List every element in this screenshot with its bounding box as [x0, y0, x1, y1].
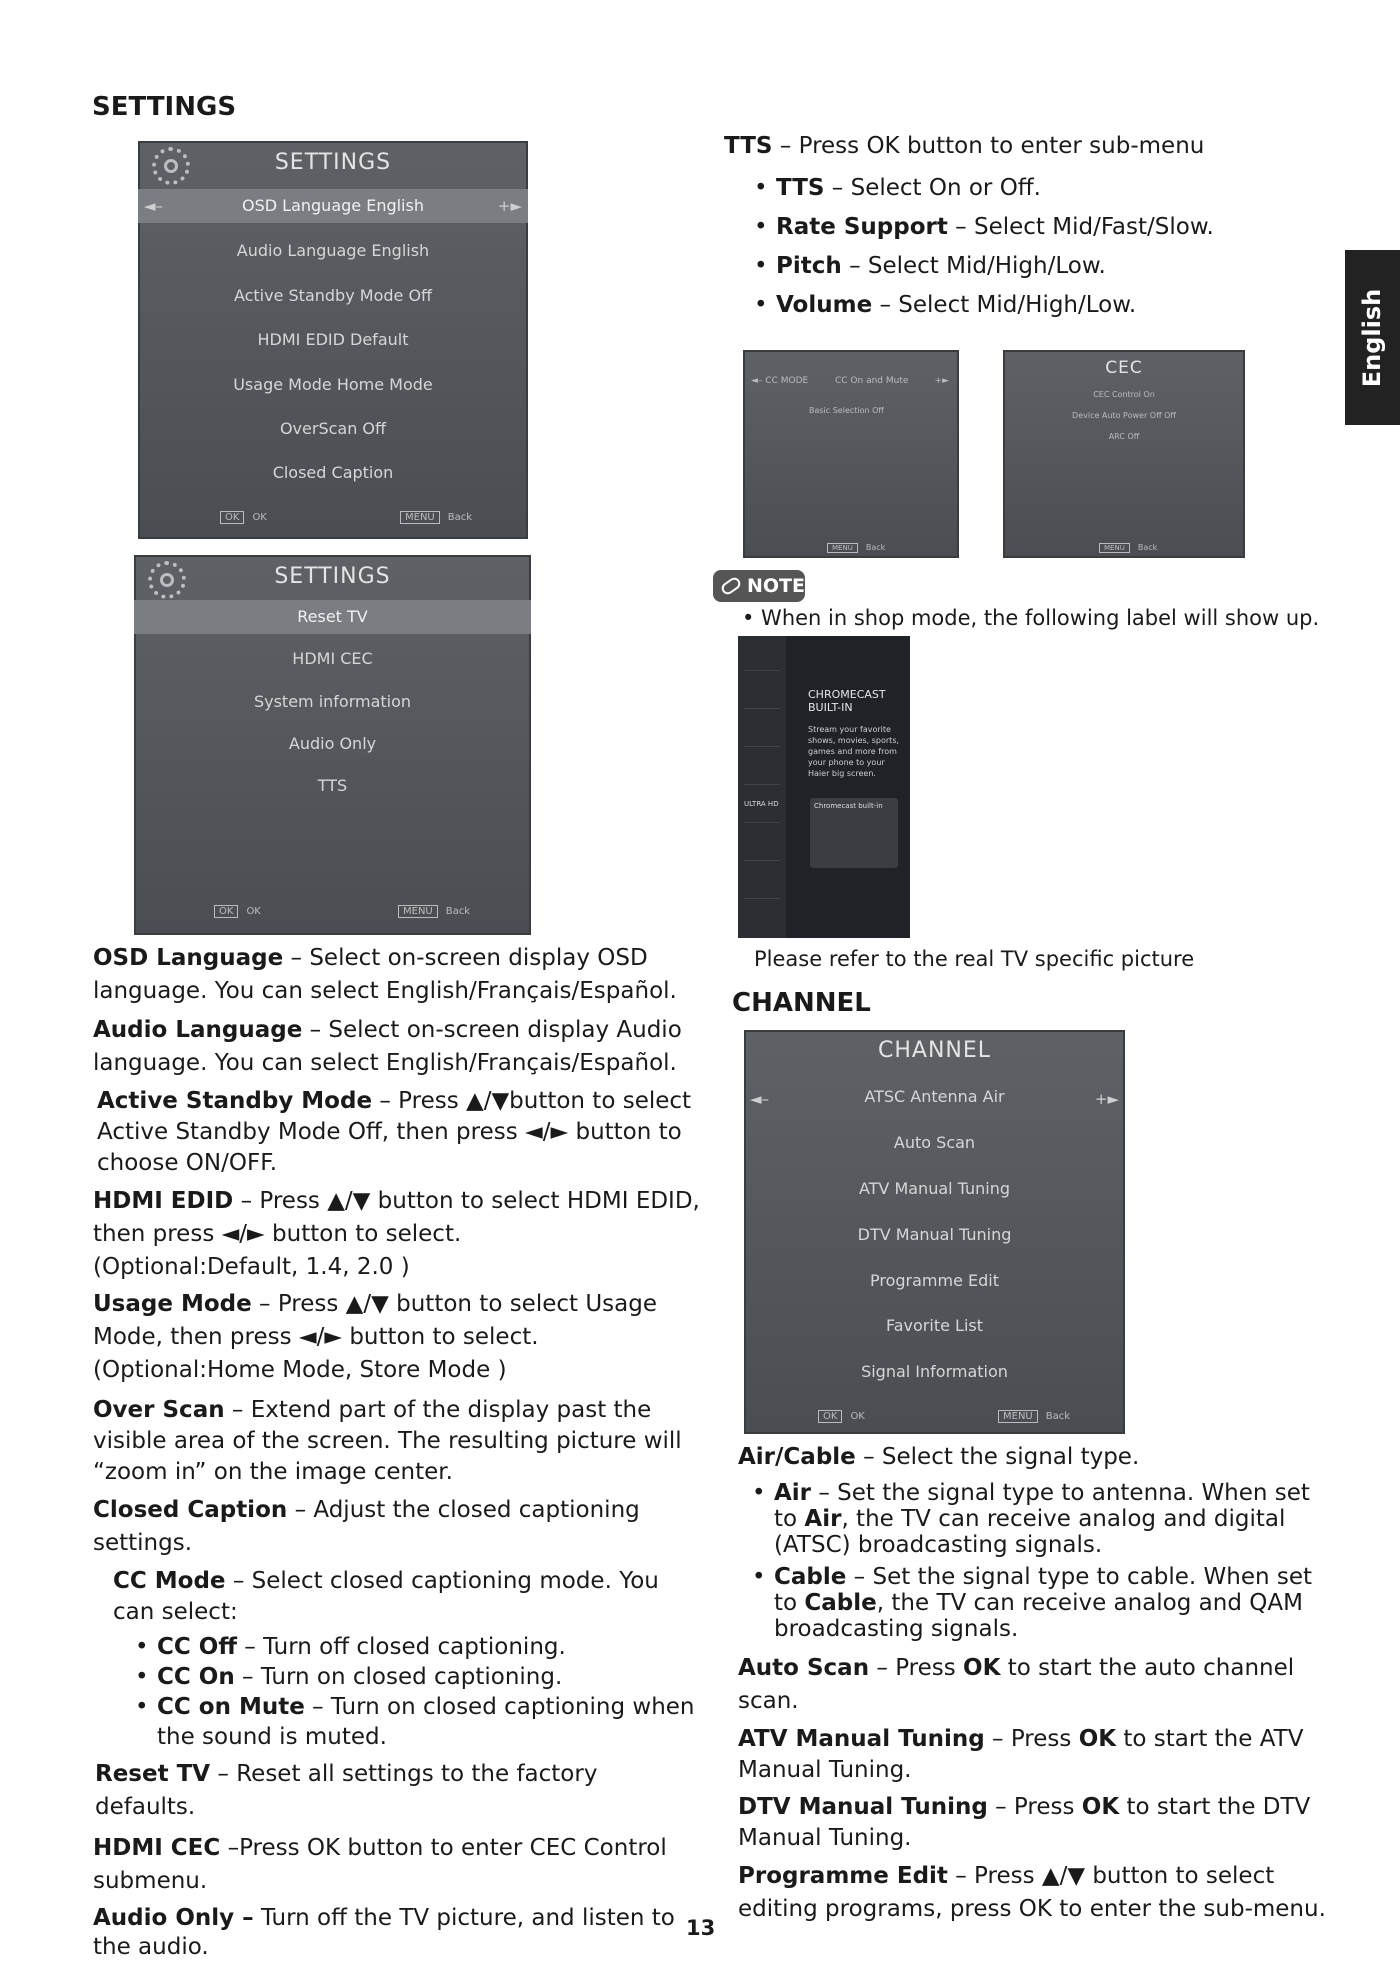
list-item: • Cable – Set the signal type to cable. When set to Cable, the TV can receive analog and QAM broadcasting signals.: [752, 1564, 1338, 1642]
desc-overscan: Over Scan – Extend part of the display past the visible area of the screen. The resulting picture will “zoom in” on the image center.: [93, 1397, 682, 1485]
desc-programme-edit: Programme Edit – Press ▲/▼ button to select editing programs, press OK to enter the sub-menu.: [738, 1863, 1326, 1922]
menu-item: OSD Language English: [138, 189, 528, 223]
promo-box-label: Chromecast built-in: [814, 802, 883, 810]
menu-item: Favorite List: [886, 1316, 983, 1335]
menu-item: TTS: [317, 776, 348, 795]
tts-intro: TTS – Press OK button to enter sub-menu: [724, 133, 1205, 159]
promo-body: Stream your favorite shows, movies, sports, games and more from your phone to your Haier big screen.: [808, 725, 900, 778]
menu-item: Device Auto Power Off Off: [1072, 411, 1176, 420]
desc-atv: ATV Manual Tuning – Press OK to start the ATV Manual Tuning.: [738, 1726, 1304, 1783]
list-item: • TTS – Select On or Off.: [754, 169, 1324, 208]
menu-footer-back: MENU Back: [400, 511, 472, 524]
note-text: • When in shop mode, the following label will show up.: [742, 606, 1320, 630]
channel-heading: CHANNEL: [732, 988, 871, 1018]
menu-item: HDMI EDID Default: [257, 330, 409, 349]
tts-list: [724, 169, 1324, 325]
list-item: • Pitch – Select Mid/High/Low.: [754, 247, 1324, 286]
channel-descriptions: [738, 1441, 1338, 1926]
desc-auto-scan: Auto Scan – Press OK to start the auto channel scan.: [738, 1655, 1295, 1714]
note-caption: Please refer to the real TV specific picture: [754, 947, 1195, 971]
arrow-right-icon: +►: [497, 197, 522, 215]
desc-audio-only: Audio Only – Turn off the TV picture, and listen to the audio.: [93, 1905, 675, 1960]
page-number: 13: [686, 1916, 716, 1940]
promo-sidebar: [738, 636, 786, 938]
menu-item: Reset TV: [134, 600, 531, 634]
menu-item: ATV Manual Tuning: [858, 1179, 1011, 1198]
promo-uhd: ULTRA HD: [744, 800, 779, 808]
cc-mode-list: [93, 1632, 703, 1752]
desc-standby: Active Standby Mode – Press ▲/▼button to select Active Standby Mode Off, then press ◄/► button to choose ON/OFF.: [97, 1088, 692, 1176]
desc-edid-options: (Optional:Default, 1.4, 2.0 ): [93, 1254, 410, 1280]
desc-reset: Reset TV – Reset all settings to the factory defaults.: [95, 1761, 598, 1820]
promo-box: [810, 798, 898, 868]
desc-hdmi-cec: HDMI CEC –Press OK button to enter CEC Control submenu.: [93, 1835, 667, 1894]
arrow-right-icon: +►: [934, 376, 949, 386]
desc-edid: HDMI EDID – Press ▲/▼ button to select HDMI EDID, then press ◄/► button to select.: [93, 1188, 700, 1247]
menu-item: ARC Off: [1108, 432, 1140, 441]
list-item: • CC Off – Turn off closed captioning.: [135, 1632, 703, 1662]
list-item: • CC on Mute – Turn on closed captioning when the sound is muted.: [135, 1692, 703, 1752]
settings-menu-screenshot-2: [134, 555, 531, 935]
menu-item: Usage Mode Home Mode: [233, 375, 433, 394]
menu-title: SETTINGS: [274, 150, 392, 175]
desc-usage-options: (Optional:Home Mode, Store Mode ): [93, 1357, 507, 1383]
menu-footer-back: MENU Back: [1099, 543, 1157, 553]
desc-closed-caption: Closed Caption – Adjust the closed captioning settings.: [93, 1497, 640, 1556]
menu-item: Auto Scan: [893, 1133, 976, 1152]
cc-row-1: ◄– CC MODE: [751, 376, 809, 386]
promo-title: CHROMECAST BUILT-IN: [808, 688, 886, 714]
menu-footer-ok: OK OK: [214, 905, 261, 918]
settings-descriptions: [93, 942, 703, 1962]
desc-air-cable: Air/Cable – Select the signal type.: [738, 1444, 1140, 1470]
menu-item: Closed Caption: [272, 463, 394, 482]
menu-item: OverScan Off: [279, 419, 387, 438]
list-item: • Volume – Select Mid/High/Low.: [754, 286, 1324, 325]
cc-row-1-value: CC On and Mute: [835, 376, 909, 386]
cc-menu-screenshot: [743, 350, 959, 558]
arrow-right-icon: +►: [1094, 1090, 1119, 1108]
desc-osd: OSD Language – Select on-screen display OSD language. You can select English/Français/Español.: [93, 945, 677, 1004]
settings-menu-screenshot-1: [138, 141, 528, 539]
language-tab: [1345, 250, 1400, 425]
channel-menu-screenshot: [744, 1030, 1125, 1434]
menu-item: Active Standby Mode Off: [233, 286, 433, 305]
language-tab-label: English: [1358, 288, 1387, 387]
menu-title: SETTINGS: [274, 564, 391, 589]
menu-item: Audio Language English: [236, 241, 430, 260]
menu-item: ATSC Antenna Air: [864, 1087, 1005, 1106]
menu-footer-ok: OK OK: [818, 1410, 865, 1423]
desc-audio: Audio Language – Select on-screen display Audio language. You can select English/Français/Español.: [93, 1017, 682, 1076]
settings-heading: SETTINGS: [92, 92, 237, 122]
cec-menu-screenshot: [1003, 350, 1245, 558]
cc-row-2: Basic Selection Off: [809, 406, 884, 415]
list-item: • CC On – Turn on closed captioning.: [135, 1662, 703, 1692]
menu-item: CEC Control On: [1093, 390, 1155, 399]
arrow-left-icon: ◄–: [750, 1090, 770, 1108]
paperclip-icon: [719, 575, 742, 596]
desc-dtv: DTV Manual Tuning – Press OK to start the DTV Manual Tuning.: [738, 1794, 1311, 1851]
tts-section: [724, 130, 1324, 325]
menu-footer-ok: OK OK: [220, 511, 267, 524]
arrow-left-icon: ◄–: [144, 197, 164, 215]
shop-mode-label-image: [738, 636, 910, 938]
menu-footer-back: MENU Back: [398, 905, 470, 918]
menu-title: CHANNEL: [877, 1038, 992, 1063]
signal-type-list: [738, 1480, 1338, 1642]
menu-item: HDMI CEC: [292, 649, 373, 668]
menu-title: CEC: [1105, 358, 1143, 378]
menu-footer-back: MENU Back: [998, 1410, 1070, 1423]
desc-cc-mode: CC Mode – Select closed captioning mode. You can select:: [113, 1568, 659, 1625]
note-badge: NOTE: [713, 570, 805, 602]
menu-item: Signal Information: [861, 1362, 1008, 1381]
menu-item: Programme Edit: [869, 1271, 999, 1290]
menu-footer-back: MENU Back: [827, 543, 885, 553]
list-item: • Air – Set the signal type to antenna. When set to Air, the TV can receive analog and digital (ATSC) broadcasting signals.: [752, 1480, 1338, 1558]
desc-usage: Usage Mode – Press ▲/▼ button to select Usage Mode, then press ◄/► button to select.: [93, 1291, 658, 1350]
menu-item: System information: [253, 692, 412, 711]
list-item: • Rate Support – Select Mid/Fast/Slow.: [754, 208, 1324, 247]
menu-item: Audio Only: [288, 734, 377, 753]
menu-item: DTV Manual Tuning: [857, 1225, 1012, 1244]
